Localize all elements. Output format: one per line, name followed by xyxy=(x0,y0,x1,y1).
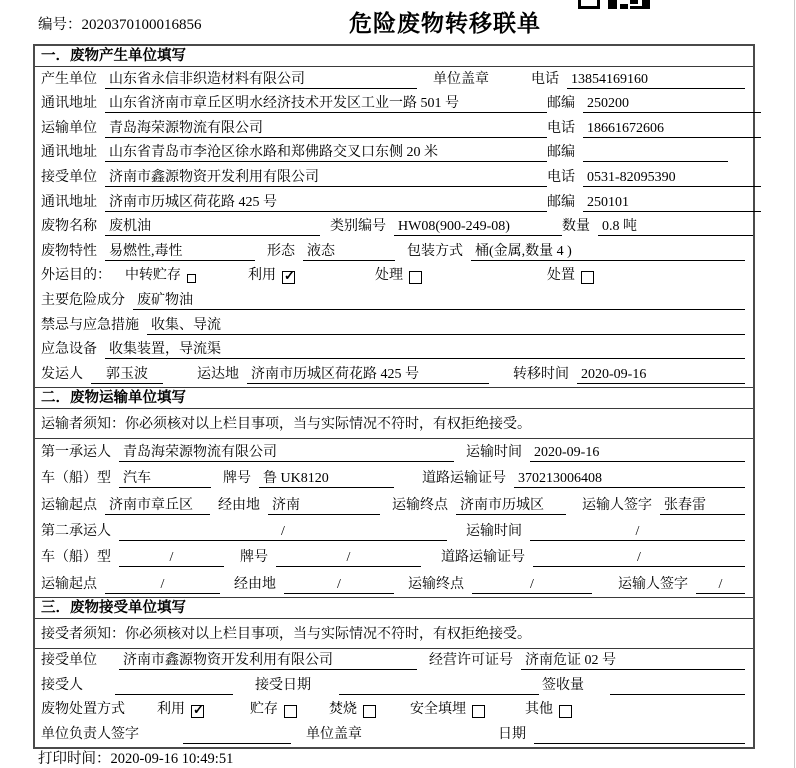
label-receiving-unit: 接受单位 xyxy=(41,653,97,669)
checkbox-disposal-utilize xyxy=(191,702,204,718)
label-consignor: 发运人 xyxy=(41,366,83,382)
label-producer-unit: 产生单位 xyxy=(41,71,97,87)
label-unit-seal: 单位盖章 xyxy=(433,71,489,87)
value-terminal-2: / xyxy=(472,576,592,594)
receiver-notice: 接受者须知：你必须核对以上栏目事项，当与实际情况不符时，有权拒绝接受。 xyxy=(35,619,753,649)
label-receive-date: 接受日期 xyxy=(255,677,311,693)
value-producer-phone: 13854169160 xyxy=(567,71,745,89)
value-receive-date xyxy=(339,677,539,695)
label-origin: 运输起点 xyxy=(41,497,97,513)
value-transport-phone: 18661672606 xyxy=(583,120,761,138)
row-route-1 xyxy=(35,491,753,517)
value-second-carrier: / xyxy=(119,523,447,541)
value-license-no: 济南危证 02 号 xyxy=(521,652,745,670)
label-quantity: 数量 xyxy=(562,219,590,235)
row-transport-address xyxy=(35,141,753,166)
row-emergency-measures xyxy=(35,313,753,338)
checkbox-utilize xyxy=(282,268,295,284)
row-receiver-person xyxy=(35,673,753,698)
row-outbound-purpose xyxy=(35,264,753,289)
print-time-label: 打印时间： xyxy=(38,751,111,767)
label-postcode: 邮编 xyxy=(547,194,575,210)
option-transfer-storage xyxy=(125,267,196,285)
option-utilize xyxy=(248,267,295,285)
value-road-permit-no-1: 370213006408 xyxy=(514,470,745,488)
label-receiver-unit: 接受单位 xyxy=(41,169,97,185)
check-mark: ✓ xyxy=(193,702,204,718)
manifest-form xyxy=(33,44,755,749)
label-postcode: 邮编 xyxy=(547,96,575,112)
label-received-quantity: 签收量 xyxy=(542,677,584,693)
section-receiver-title: 三．废物接受单位填写 xyxy=(35,598,753,619)
value-responsible-signature xyxy=(183,726,291,744)
row-consignor xyxy=(35,362,753,387)
row-waste-name xyxy=(35,215,753,240)
row-responsible-signature xyxy=(35,722,753,747)
value-packing-method: 桶(金属,数量 4 ) xyxy=(471,243,745,261)
label-main-hazard: 主要危险成分 xyxy=(41,292,125,308)
print-time xyxy=(38,747,233,768)
label-origin: 运输起点 xyxy=(41,576,97,592)
value-transport-address: 山东省青岛市李沧区徐水路和郑佛路交叉口东侧 20 米 xyxy=(105,144,547,162)
value-origin-1: 济南市章丘区 xyxy=(105,497,210,515)
label-transfer-time: 转移时间 xyxy=(513,366,569,382)
label-via: 经由地 xyxy=(218,497,260,513)
value-receiver-person xyxy=(115,677,233,695)
label-via: 经由地 xyxy=(234,576,276,592)
value-via-1: 济南 xyxy=(268,497,380,515)
option-dispose xyxy=(547,267,594,285)
label-phone: 电话 xyxy=(531,71,559,87)
checkbox-disposal-other xyxy=(559,705,572,718)
value-transport-unit: 青岛海荣源物流有限公司 xyxy=(105,120,547,138)
value-waste-property: 易燃性,毒性 xyxy=(105,243,255,261)
value-transfer-time: 2020-09-16 xyxy=(577,366,745,384)
value-receiver-address: 济南市历城区荷花路 425 号 xyxy=(105,194,547,212)
option-transfer-storage-label: 中转贮存 xyxy=(125,268,181,284)
value-destination: 济南市历城区荷花路 425 号 xyxy=(247,366,489,384)
print-time-value: 2020-09-16 10:49:51 xyxy=(110,751,234,767)
row-disposal-method xyxy=(35,698,753,723)
label-road-permit-no: 道路运输证号 xyxy=(422,471,506,487)
value-carrier-signature-2: / xyxy=(696,576,745,594)
option-disposal-landfill-label: 安全填埋 xyxy=(410,702,466,718)
value-waste-name: 废机油 xyxy=(105,218,320,236)
qr-code-fragment xyxy=(578,0,652,10)
value-receiver-phone: 0531-82095390 xyxy=(583,169,761,187)
row-emergency-equipment xyxy=(35,338,753,363)
label-outbound-purpose: 外运目的： xyxy=(41,268,111,284)
value-emergency-equipment: 收集装置，导流渠 xyxy=(105,341,745,359)
row-main-hazard xyxy=(35,288,753,313)
value-receiver-postcode: 250101 xyxy=(583,194,761,212)
label-unit-seal: 单位盖章 xyxy=(306,726,362,742)
option-disposal-other-label: 其他 xyxy=(525,702,553,718)
option-treat xyxy=(375,267,422,285)
checkbox-disposal-landfill xyxy=(472,705,485,718)
value-main-hazard: 废矿物油 xyxy=(133,292,745,310)
row-route-2 xyxy=(35,570,753,596)
row-producer-address xyxy=(35,92,753,117)
value-producer-unit: 山东省永信非织造材料有限公司 xyxy=(105,71,417,89)
option-disposal-utilize xyxy=(157,701,204,719)
value-form: 液态 xyxy=(303,243,395,261)
row-waste-property xyxy=(35,239,753,264)
value-category-code: HW08(900-249-08) xyxy=(394,218,562,236)
value-receiver-unit: 济南市鑫源物资开发利用有限公司 xyxy=(105,169,547,187)
label-mailing-address: 通讯地址 xyxy=(41,194,97,210)
label-waste-property: 废物特性 xyxy=(41,243,97,259)
label-road-permit-no: 道路运输证号 xyxy=(441,550,525,566)
option-disposal-other xyxy=(525,701,572,719)
doc-number-value: 2020370100016856 xyxy=(81,17,202,33)
option-disposal-utilize-label: 利用 xyxy=(157,702,185,718)
label-plate-no: 牌号 xyxy=(240,550,268,566)
label-transport-time: 运输时间 xyxy=(466,445,522,461)
label-vehicle-type: 车（船）型 xyxy=(41,471,111,487)
page-title: 危险废物转移联单 xyxy=(349,10,541,36)
label-plate-no: 牌号 xyxy=(223,471,251,487)
label-responsible-signature: 单位负责人签字 xyxy=(41,726,139,742)
option-disposal-storage-label: 贮存 xyxy=(250,702,278,718)
label-mailing-address: 通讯地址 xyxy=(41,96,97,112)
label-second-carrier: 第二承运人 xyxy=(41,523,111,539)
option-utilize-label: 利用 xyxy=(248,268,276,284)
label-packing-method: 包装方式 xyxy=(407,243,463,259)
row-producer-unit xyxy=(35,67,753,92)
value-producer-address: 山东省济南市章丘区明水经济技术开发区工业一路 501 号 xyxy=(105,95,547,113)
value-plate-no-2: / xyxy=(276,549,421,567)
row-vehicle-1 xyxy=(35,465,753,491)
checkbox-disposal-incinerate xyxy=(363,705,376,718)
value-producer-postcode: 250200 xyxy=(583,95,761,113)
value-via-2: / xyxy=(284,576,394,594)
value-transport-time-2: / xyxy=(530,523,745,541)
row-receiver-unit xyxy=(35,165,753,190)
checkbox-disposal-storage xyxy=(284,705,297,718)
value-date xyxy=(534,726,745,744)
row-receiver-address xyxy=(35,190,753,215)
value-receiving-unit: 济南市鑫源物资开发利用有限公司 xyxy=(119,652,417,670)
value-received-quantity xyxy=(610,677,745,695)
row-vehicle-2 xyxy=(35,544,753,570)
label-vehicle-type: 车（船）型 xyxy=(41,550,111,566)
value-first-carrier: 青岛海荣源物流有限公司 xyxy=(119,444,454,462)
value-vehicle-type-2: / xyxy=(119,549,224,567)
row-transport-unit xyxy=(35,116,753,141)
section-receiver xyxy=(35,598,753,747)
label-carrier-signature: 运输人签字 xyxy=(582,497,652,513)
option-disposal-incinerate xyxy=(329,701,376,719)
doc-number-label: 编号： xyxy=(38,17,82,33)
label-phone: 电话 xyxy=(547,169,575,185)
label-phone: 电话 xyxy=(547,120,575,136)
label-terminal: 运输终点 xyxy=(408,576,464,592)
value-road-permit-no-2: / xyxy=(533,549,745,567)
value-origin-2: / xyxy=(105,576,220,594)
checkbox-treat xyxy=(409,271,422,284)
row-first-carrier xyxy=(35,439,753,465)
label-terminal: 运输终点 xyxy=(392,497,448,513)
label-carrier-signature: 运输人签字 xyxy=(618,576,688,592)
section-transporter-title: 二．废物运输单位填写 xyxy=(35,388,753,409)
value-emergency-measures: 收集、导流 xyxy=(147,317,745,335)
option-disposal-storage xyxy=(250,701,297,719)
value-terminal-1: 济南市历城区 xyxy=(456,497,566,515)
row-second-carrier xyxy=(35,518,753,544)
label-transport-time: 运输时间 xyxy=(466,523,522,539)
option-disposal-incinerate-label: 焚烧 xyxy=(329,702,357,718)
label-waste-name: 废物名称 xyxy=(41,219,97,235)
label-date: 日期 xyxy=(498,726,526,742)
option-dispose-label: 处置 xyxy=(547,268,575,284)
label-emergency-measures: 禁忌与应急措施 xyxy=(41,317,139,333)
value-carrier-signature-1: 张春雷 xyxy=(660,497,745,515)
check-mark: ✓ xyxy=(284,268,295,284)
label-mailing-address: 通讯地址 xyxy=(41,145,97,161)
section-producer xyxy=(35,46,753,388)
transporter-notice: 运输者须知：你必须核对以上栏目事项，当与实际情况不符时，有权拒绝接受。 xyxy=(35,409,753,439)
section-transporter xyxy=(35,388,753,598)
label-first-carrier: 第一承运人 xyxy=(41,445,111,461)
option-treat-label: 处理 xyxy=(375,268,403,284)
label-license-no: 经营许可证号 xyxy=(429,653,513,669)
value-transport-time-1: 2020-09-16 xyxy=(530,444,745,462)
label-category-code: 类别编号 xyxy=(330,219,386,235)
label-emergency-equipment: 应急设备 xyxy=(41,342,97,358)
row-receiving-unit xyxy=(35,649,753,674)
value-transport-postcode xyxy=(583,144,728,162)
value-plate-no-1: 鲁 UK8120 xyxy=(259,470,394,488)
label-postcode: 邮编 xyxy=(547,145,575,161)
value-consignor: 郭玉波 xyxy=(91,366,163,384)
checkbox-transfer-storage xyxy=(187,274,196,283)
checkbox-dispose xyxy=(581,271,594,284)
label-receiver-person: 接受人 xyxy=(41,677,83,693)
label-transport-unit: 运输单位 xyxy=(41,120,97,136)
label-form: 形态 xyxy=(267,243,295,259)
value-quantity: 0.8 吨 xyxy=(598,218,753,236)
section-producer-title: 一．废物产生单位填写 xyxy=(35,46,753,67)
label-disposal-method: 废物处置方式 xyxy=(41,702,125,718)
label-destination: 运达地 xyxy=(197,366,239,382)
option-disposal-landfill xyxy=(410,701,485,719)
value-vehicle-type-1: 汽车 xyxy=(119,470,211,488)
page-edge-line xyxy=(794,0,795,768)
